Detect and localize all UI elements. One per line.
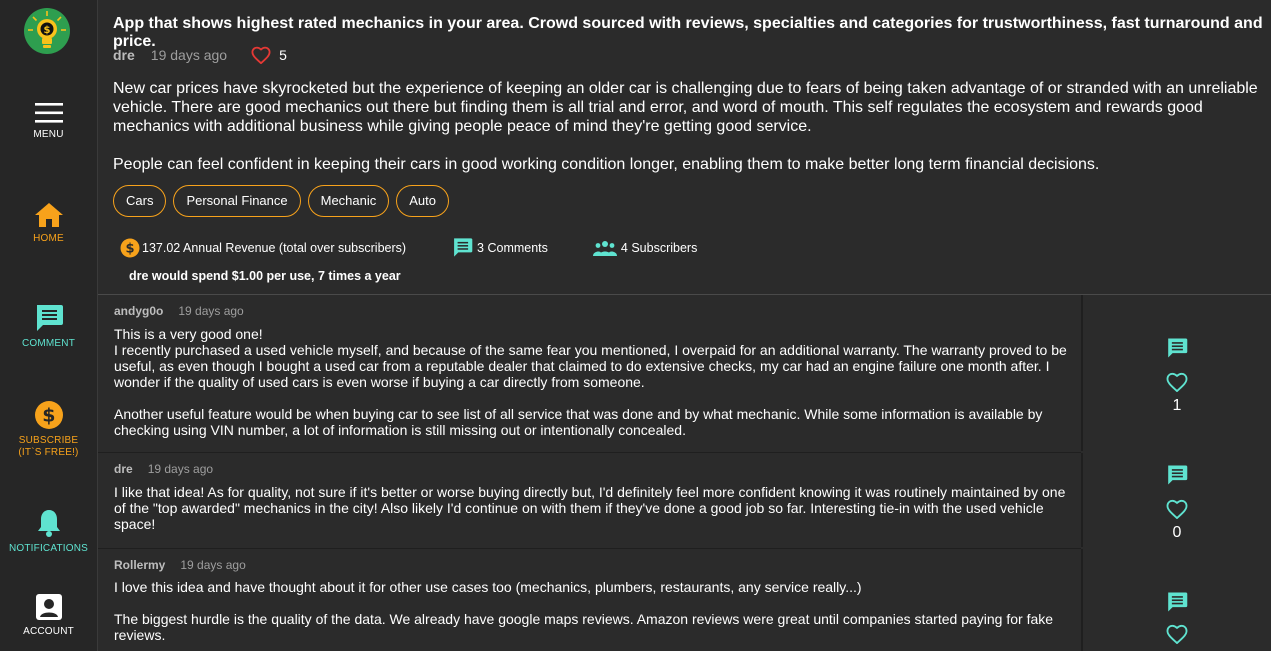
account-button[interactable] <box>0 593 97 637</box>
comment-line: I like that idea! As for quality, not sure if it's better or worse buying directly but, I'd definitely feel more confident knowing it was routinely maintained by one of the "top awarded" mechanics in the city! Also likely I'd continue on with them if they've done a good job so far. Interesting tie-in with the used vehicle space! <box>114 484 1066 532</box>
subscribers-count: 4 Subscribers <box>620 240 698 255</box>
comment-line: I recently purchased a used vehicle myself, and because of the same fear you mentioned, I overpaid for an additional warranty. The warranty proved to be useful, as even though I bought a used car from a reputable dealer that claimed to do extensive checks, my car had an engine failure one month after. I wonder if the quality of used cars is even worse if buying a car directly from someone. <box>114 342 1067 390</box>
comment-text <box>114 326 1074 438</box>
svg-text:$: $ <box>125 241 135 256</box>
reply-comment-icon[interactable] <box>1166 337 1188 359</box>
heart-outline-icon[interactable] <box>1166 499 1188 519</box>
sidebar <box>0 0 98 651</box>
comment-meta <box>114 558 246 572</box>
reply-comment-icon[interactable] <box>1166 591 1188 613</box>
comment-button[interactable] <box>0 303 97 349</box>
comment-meta <box>114 304 244 318</box>
post-date: 19 days ago <box>150 47 228 63</box>
comment-author[interactable]: andyg0o <box>114 304 164 318</box>
comment-item <box>98 549 1083 651</box>
post-author[interactable]: dre <box>113 47 135 63</box>
main-content <box>98 0 1271 651</box>
comment-item <box>98 453 1083 547</box>
comment-like-count: 0 <box>1172 524 1182 541</box>
post-body-paragraph-2: People can feel confident in keeping their cars in good working condition longer, enabling them to make better long term financial decisions. <box>113 156 1100 173</box>
post-meta <box>113 46 287 64</box>
post-title: App that shows highest rated mechanics in your area. Crowd sourced with reviews, specialties and categories for trustworthiness, fast turnaround and price. <box>113 15 1263 50</box>
comment-icon <box>34 303 64 333</box>
home-button[interactable] <box>0 202 97 244</box>
comment-date: 19 days ago <box>178 304 244 318</box>
account-label: ACCOUNT <box>23 626 74 637</box>
comment-icon <box>452 237 473 258</box>
account-icon <box>35 593 63 621</box>
svg-text:$: $ <box>41 404 56 427</box>
tag-mechanic[interactable]: Mechanic <box>308 185 390 217</box>
tag-cars[interactable]: Cars <box>113 185 166 217</box>
notifications-button[interactable] <box>0 508 97 554</box>
subscribe-free-label: (IT`S FREE!) <box>18 447 79 458</box>
menu-label: MENU <box>33 129 64 140</box>
revenue-text: 137.02 Annual Revenue (total over subscribers) <box>142 240 407 255</box>
comment-line: I love this idea and have thought about it for other use cases too (mechanics, plumbers, restaurants, any service really...) <box>114 579 862 595</box>
comment-line: Another useful feature would be when buying car to see list of all service that was done and by what mechanic. While some information is available by checking using VIN number, a lot of information is still missing out or intentionally concealed. <box>114 406 1043 438</box>
comment-actions <box>1083 464 1271 542</box>
notifications-label: NOTIFICATIONS <box>8 543 89 554</box>
post-body-paragraph-1: New car prices have skyrocketed but the experience of keeping an older car is challenging due to fears of being taken advantage of or stranded with an unreliable vehicle. There are good mechanics out there but finding them is all trial and error, and word of mouth. This self regulates the ecosystem and rewards good mechanics with additional business while giving people peace of mind they're getting good service. <box>113 80 1258 135</box>
comment-author[interactable]: dre <box>114 462 133 476</box>
post-stats <box>120 237 697 258</box>
comments-count: 3 Comments <box>477 240 548 255</box>
comments-stat[interactable] <box>452 237 548 258</box>
tag-personal-finance[interactable]: Personal Finance <box>173 185 300 217</box>
comment-actions <box>1083 337 1271 415</box>
comment-text <box>114 484 1074 532</box>
tag-list <box>113 185 449 217</box>
comment-like-count: 1 <box>1172 397 1182 414</box>
comment-line: The biggest hurdle is the quality of the data. We already have google maps reviews. Amazon reviews were great until companies started paying for fake reviews. <box>114 611 1054 643</box>
comment-date: 19 days ago <box>180 558 246 572</box>
revenue-stat <box>120 238 406 258</box>
comment-item <box>98 295 1083 451</box>
hamburger-icon <box>35 102 63 124</box>
comment-text <box>114 579 1074 643</box>
comment-line: This is a very good one! <box>114 326 263 342</box>
dollar-coin-icon <box>34 400 64 430</box>
logo-lightbulb-icon[interactable] <box>24 8 70 54</box>
heart-outline-icon[interactable] <box>1166 372 1188 392</box>
comment-meta <box>114 462 213 476</box>
reply-comment-icon[interactable] <box>1166 464 1188 486</box>
post-like-count: 5 <box>279 47 287 63</box>
tag-auto[interactable]: Auto <box>396 185 449 217</box>
subscribe-button[interactable] <box>0 400 97 459</box>
subscribe-label: SUBSCRIBE <box>18 435 79 446</box>
dollar-coin-icon <box>120 238 140 258</box>
subscribers-stat[interactable] <box>593 240 697 256</box>
home-label: HOME <box>33 233 64 244</box>
group-icon <box>593 240 617 256</box>
bell-icon <box>36 508 62 538</box>
heart-icon[interactable] <box>251 46 271 64</box>
heart-outline-icon[interactable] <box>1166 624 1188 644</box>
home-icon <box>34 202 64 228</box>
comment-label: COMMENT <box>21 338 76 349</box>
svg-text:$: $ <box>43 25 51 36</box>
comment-author[interactable]: Rollermy <box>114 558 166 572</box>
menu-button[interactable] <box>0 102 97 140</box>
comment-actions <box>1083 591 1271 649</box>
comment-date: 19 days ago <box>147 462 214 476</box>
spend-summary: dre would spend $1.00 per use, 7 times a year <box>129 269 401 283</box>
